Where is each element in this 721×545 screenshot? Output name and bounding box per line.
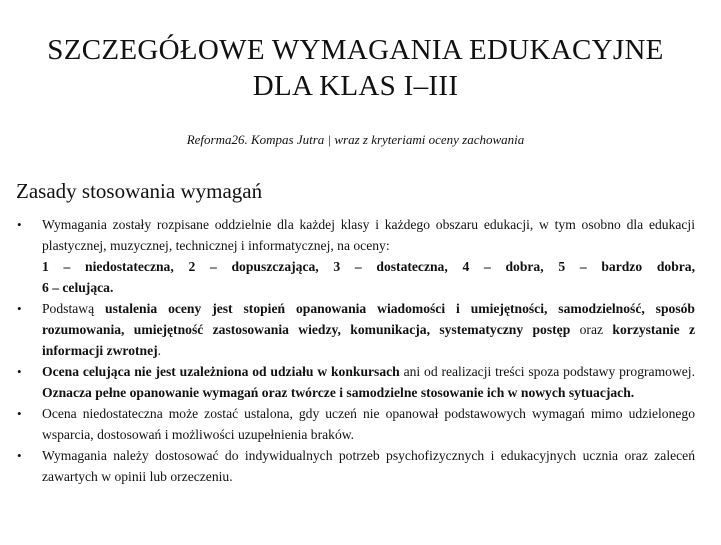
bullet-icon: • — [17, 406, 22, 421]
rule-text: ani od realizacji treści spoza podstawy programowej. — [399, 364, 695, 379]
rule-text: Ocena niedostateczna może zostać ustalona, gdy uczeń nie opanował podstawowych wymagań mimo udzielonego wsparcia, dostosowań i możliwości uzupełnienia braków. — [42, 406, 695, 442]
rule-text: . — [157, 343, 162, 358]
rule-item — [16, 361, 695, 403]
rule-item — [16, 403, 695, 445]
rule-text: oraz — [570, 322, 613, 337]
rules-list — [16, 214, 695, 487]
rule-item — [16, 214, 695, 298]
bullet-icon: • — [17, 217, 22, 232]
rule-text: Wymagania zostały rozpisane oddzielnie dla każdej klasy i każdego obszaru edukacji, w tym osobno dla edukacji plastycznej, muzycznej, technicznej i informatycznej, na oceny: — [42, 217, 695, 253]
bullet-icon: • — [17, 448, 22, 463]
rule-text-bold: korzystanie z informacji zwrotnej — [42, 322, 695, 358]
document-title — [16, 0, 695, 104]
rule-text: Wymagania należy dostosować do indywidualnych potrzeb psychofizycznych i edukacyjnych ucznia oraz zaleceń zawartych w opinii lub orzeczeniu. — [42, 448, 695, 484]
document-subtitle: Reforma26. Kompas Jutra | wraz z kryteriami oceny zachowania — [186, 132, 525, 147]
rule-text-bold: Oznacza pełne opanowanie wymagań oraz twórcze i samodzielne stosowanie ich w nowych sytuacjach. — [42, 385, 635, 400]
rule-item — [16, 298, 695, 361]
title-line-1: SZCZEGÓŁOWE WYMAGANIA EDUKACYJNE — [47, 34, 664, 66]
bullet-icon: • — [17, 364, 22, 379]
bullet-icon: • — [17, 301, 22, 316]
section-heading: Zasady stosowania wymagań — [16, 179, 263, 203]
rule-text: Podstawą — [42, 301, 106, 316]
grades-scale-line-end: 6 – celująca. — [42, 280, 114, 295]
rule-item — [16, 445, 695, 487]
rule-text-bold: Ocena celująca nie jest uzależniona od udziału w konkursach — [42, 364, 400, 379]
title-line-2: DLA KLAS I–III — [252, 70, 459, 102]
grades-scale-line: 1 – niedostateczna, 2 – dopuszczająca, 3 – dostateczna, 4 – dobra, 5 – bardzo dobra, — [42, 259, 695, 274]
rule-text-bold: ustalenia oceny jest stopień opanowania wiadomości i umiejętności, samodzielność, sposób rozumowania, umiejętność zastosowania wiedzy, komunikacja, systematyczny postęp — [42, 301, 695, 337]
